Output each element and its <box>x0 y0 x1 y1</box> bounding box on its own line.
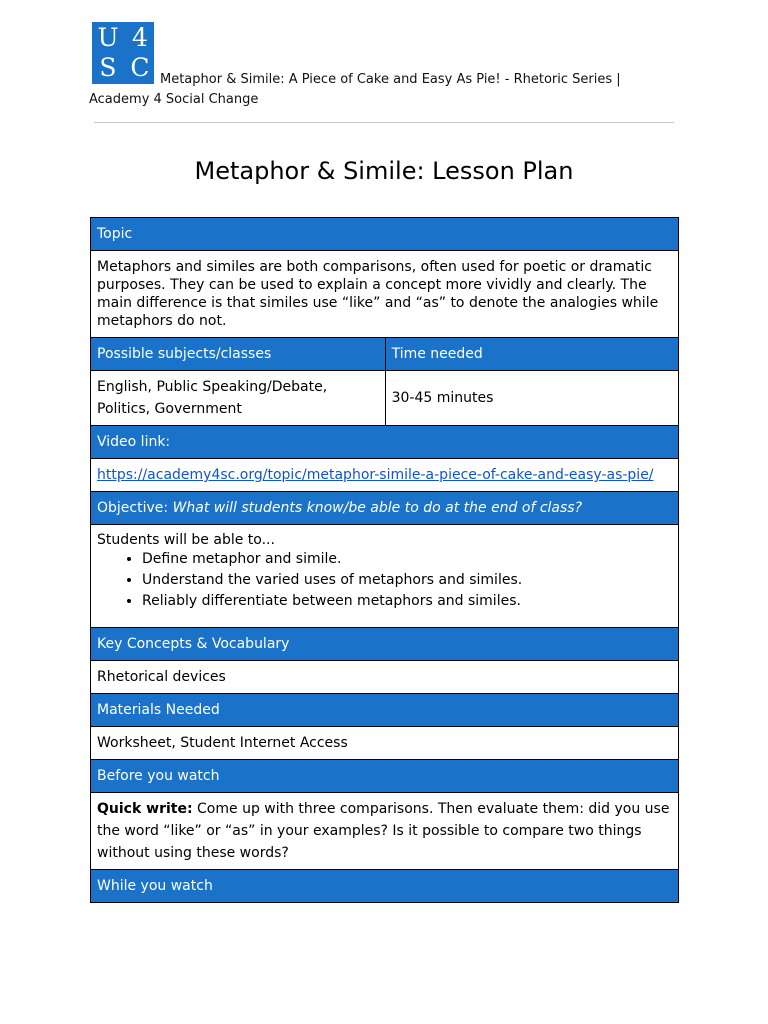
materials-heading: Materials Needed <box>91 694 679 727</box>
topic-text: Metaphors and similes are both comparisons, often used for poetic or dramatic purposes. They can be used to explain a concept more vividly and clearly. The main difference is that similes use “like” and “as” to denote the analogies while metaphors do not. <box>91 251 679 338</box>
subjects-time-header-row <box>91 338 679 371</box>
objective-intro: Students will be able to... <box>97 532 275 548</box>
while-heading: While you watch <box>91 870 679 903</box>
video-heading: Video link: <box>91 426 679 459</box>
logo-letter: U <box>97 23 119 52</box>
materials-text: Worksheet, Student Internet Access <box>91 727 679 760</box>
logo-letter: S <box>99 53 117 82</box>
header-title: Metaphor & Simile: A Piece of Cake and Easy As Pie! - Rhetoric Series | Academy 4 Social Change <box>89 72 621 107</box>
while-header-row <box>91 870 679 903</box>
objective-item: • Reliably differentiate between metaphors and similes. <box>142 591 672 612</box>
video-row <box>91 459 679 492</box>
before-header-row <box>91 760 679 793</box>
topic-row <box>91 251 679 338</box>
subjects-heading: Possible subjects/classes <box>91 338 386 371</box>
objective-item: • Understand the varied uses of metaphors and similes. <box>142 570 672 591</box>
subjects-text: English, Public Speaking/Debate, Politics, Government <box>91 371 386 426</box>
concepts-header-row <box>91 628 679 661</box>
lesson-plan-table <box>90 217 679 903</box>
header-divider <box>94 122 674 123</box>
video-link[interactable]: https://academy4sc.org/topic/metaphor-simile-a-piece-of-cake-and-easy-as-pie/ <box>97 467 654 483</box>
objective-question: What will students know/be able to do at the end of class? <box>172 500 583 516</box>
topic-header-row <box>91 218 679 251</box>
before-heading: Before you watch <box>91 760 679 793</box>
subjects-time-row <box>91 371 679 426</box>
concepts-row <box>91 661 679 694</box>
materials-row <box>91 727 679 760</box>
objective-header <box>91 492 679 525</box>
video-header-row <box>91 426 679 459</box>
objective-item: • Define metaphor and simile. <box>142 549 672 570</box>
video-cell <box>91 459 679 492</box>
objective-row <box>91 525 679 628</box>
objective-header-row <box>91 492 679 525</box>
page-title: Metaphor & Simile: Lesson Plan <box>194 157 574 185</box>
concepts-text: Rhetorical devices <box>91 661 679 694</box>
quick-write-label: Quick write: <box>97 801 193 817</box>
topic-heading: Topic <box>91 218 679 251</box>
materials-header-row <box>91 694 679 727</box>
logo-letter: 4 <box>132 23 148 52</box>
logo-letter: C <box>130 53 150 82</box>
before-cell <box>91 793 679 870</box>
before-row <box>91 793 679 870</box>
objective-cell <box>91 525 679 628</box>
quick-write-text: Come up with three comparisons. Then evaluate them: did you use the word “like” or “as” in your examples? Is it possible to compare two things without using these words? <box>97 801 670 861</box>
objective-heading: Objective: <box>97 500 169 516</box>
objective-list <box>97 549 672 612</box>
time-heading: Time needed <box>385 338 678 371</box>
concepts-heading: Key Concepts & Vocabulary <box>91 628 679 661</box>
time-text: 30-45 minutes <box>385 371 678 426</box>
